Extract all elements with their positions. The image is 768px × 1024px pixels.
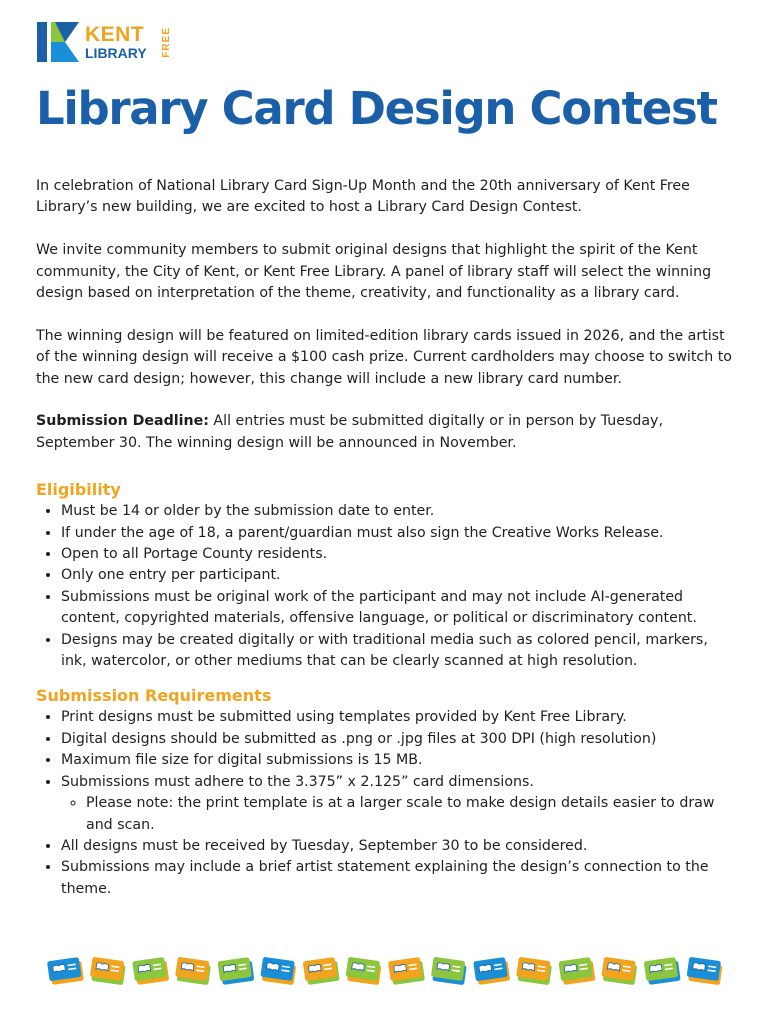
list-item: • Submissions must be original work of the participant and may not include AI-generated content, copyrighted materials, offensive language, or political or discriminatory content.	[61, 587, 736, 630]
library-card-icon	[303, 957, 340, 985]
library-card-icon	[601, 957, 638, 985]
requirements-list	[36, 707, 736, 900]
list-item: • Digital designs should be submitted as .png or .jpg files at 300 DPI (high resolution)	[61, 729, 736, 750]
list-item: • Submissions may include a brief artist statement explaining the design’s connection to the theme.	[61, 857, 736, 900]
list-item: • Print designs must be submitted using templates provided by Kent Free Library.	[61, 707, 736, 728]
requirements-sublist	[61, 793, 736, 836]
intro-paragraph-1: In celebration of National Library Card Sign-Up Month and the 20th anniversary of Kent Free Library’s new building, we are excited to host a Library Card Design Contest.	[36, 178, 690, 216]
logo-free-text: FREE	[161, 27, 172, 58]
list-item	[61, 772, 736, 836]
intro-paragraph-3: The winning design will be featured on limited-edition library cards issued in 2026, and the artist of the winning design will receive a $100 cash prize. Current cardholders may choose to switch to the new card design; however, this change will include a new library card number.	[36, 327, 732, 387]
requirements-heading: Submission Requirements	[36, 686, 272, 706]
library-card-icon	[260, 957, 297, 985]
list-item: • All designs must be received by Tuesday, September 30 to be considered.	[61, 836, 736, 857]
eligibility-list	[36, 501, 736, 672]
library-card-icon	[132, 957, 169, 985]
library-card-icon	[430, 957, 467, 985]
deadline-paragraph	[36, 411, 736, 454]
library-card-icon	[558, 957, 595, 985]
list-item-text: Submissions must adhere to the 3.375” x 2.125” card dimensions.	[61, 773, 534, 790]
kent-free-library-logo	[37, 22, 172, 62]
eligibility-heading: Eligibility	[36, 480, 121, 500]
deadline-label: Submission Deadline:	[36, 413, 209, 430]
list-item: • Designs may be created digitally or with traditional media such as colored pencil, markers, ink, watercolor, or other mediums that can be clearly scanned at high resolution.	[61, 630, 736, 673]
logo-chevron-icon	[37, 22, 81, 62]
library-card-icon	[89, 957, 126, 985]
list-item: • Must be 14 or older by the submission date to enter.	[61, 501, 736, 522]
logo-kent-text: KENT	[85, 23, 145, 46]
sub-list-item: ◦ Please note: the print template is at a larger scale to make design details easier to draw and scan.	[86, 793, 736, 836]
page-title: Library Card Design Contest	[36, 82, 717, 135]
library-card-icon	[473, 957, 510, 985]
library-card-icon	[217, 957, 254, 985]
library-card-icon	[175, 957, 212, 985]
intro-paragraph-2: We invite community members to submit original designs that highlight the spirit of the Kent community, the City of Kent, or Kent Free Library. A panel of library staff will select the winning design based on interpretation of the theme, creativity, and functionality as a library card.	[36, 242, 712, 302]
library-card-icon	[345, 957, 382, 985]
library-card-icon	[47, 957, 84, 985]
library-card-icon	[644, 957, 681, 985]
library-card-icon	[516, 957, 553, 985]
list-item: • If under the age of 18, a parent/guardian must also sign the Creative Works Release.	[61, 523, 736, 544]
library-card-icon	[686, 957, 723, 985]
library-card-icon	[388, 957, 425, 985]
logo-library-text: LIBRARY	[85, 45, 147, 61]
list-item: • Open to all Portage County residents.	[61, 544, 736, 565]
deadline-text: All entries must be submitted digitally or in person by Tuesday, September 30. The winning design will be announced in November.	[36, 413, 663, 451]
list-item: • Maximum file size for digital submissions is 15 MB.	[61, 750, 736, 771]
list-item: • Only one entry per participant.	[61, 565, 736, 586]
library-card-strip	[44, 950, 726, 990]
main-content	[36, 176, 736, 900]
